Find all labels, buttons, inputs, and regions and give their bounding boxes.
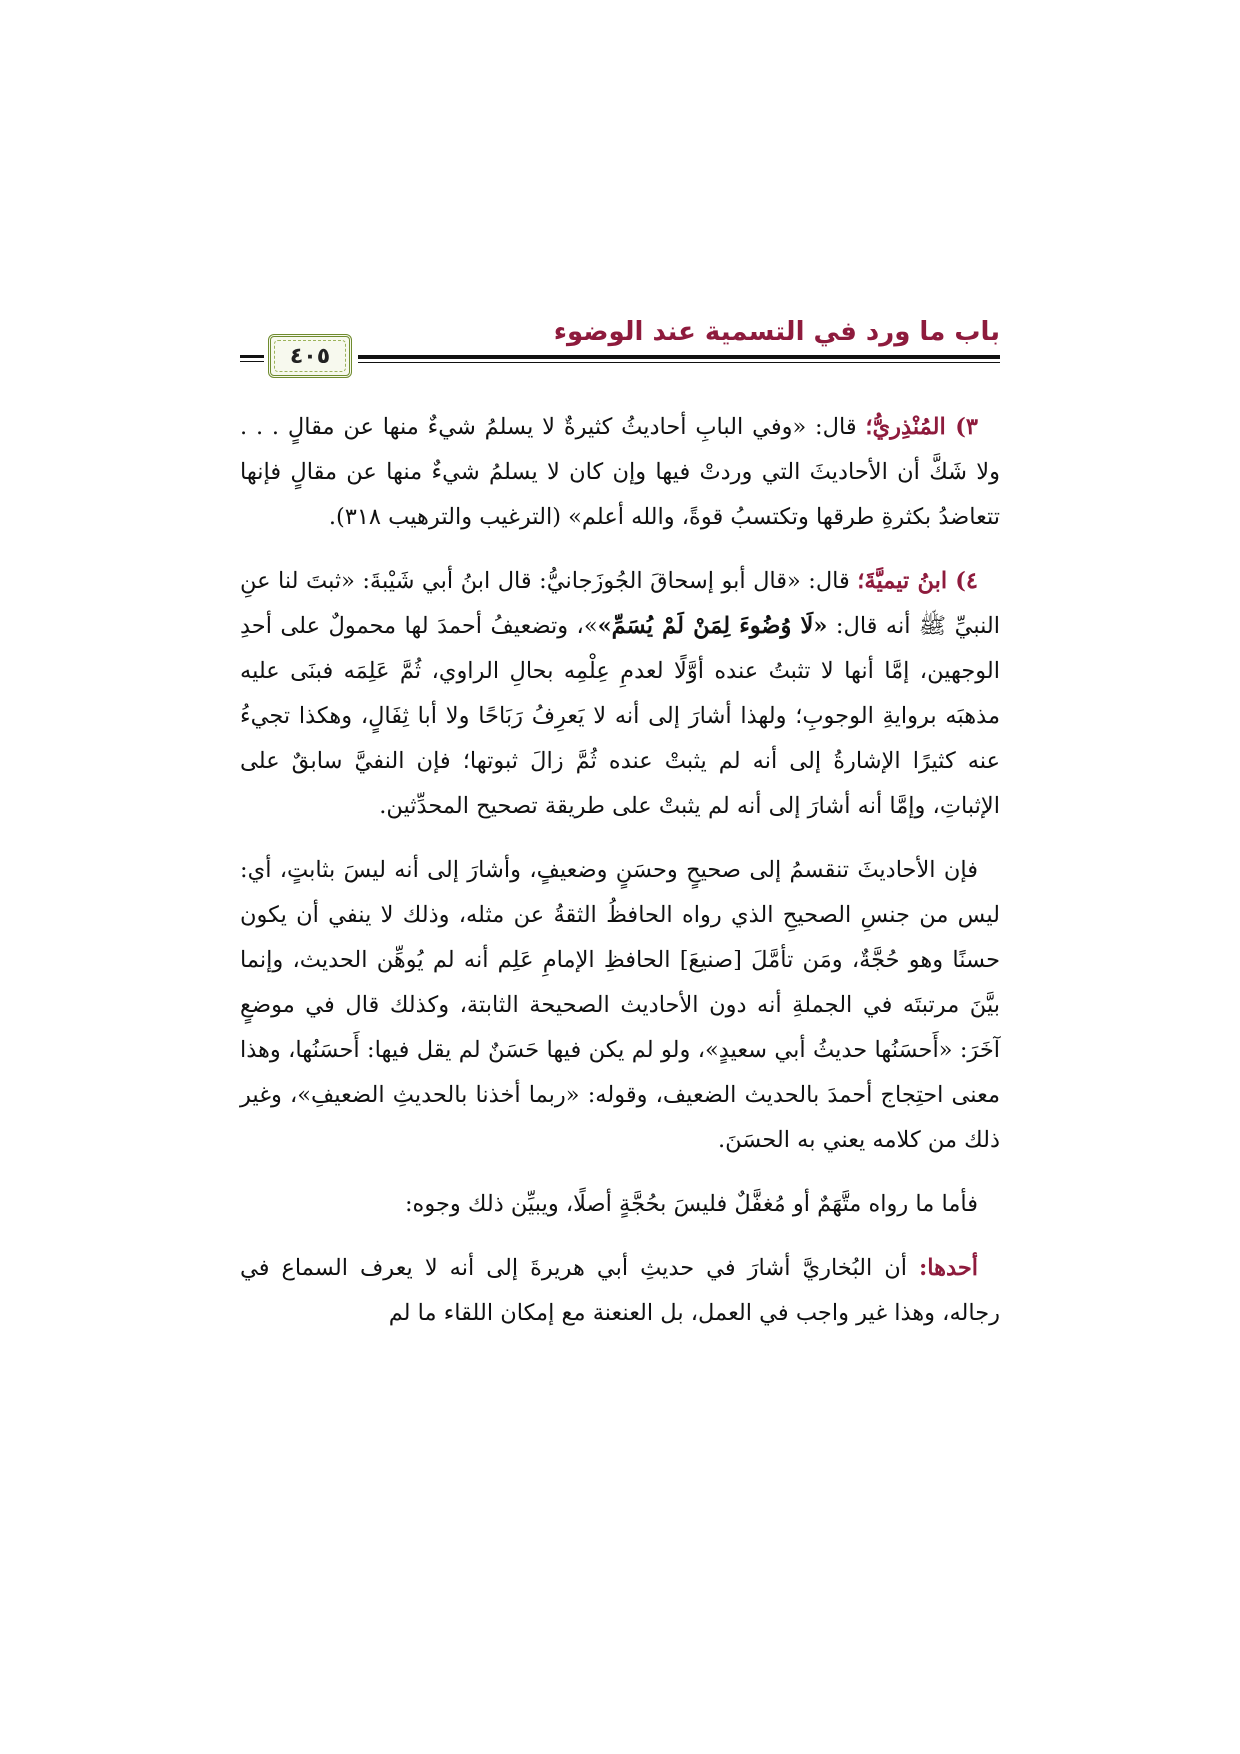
page-number: ٤٠٥	[289, 343, 331, 369]
paragraph-text: »، وتضعيفُ أحمدَ لها محمولٌ على أحدِ الوجهين، إمَّا أنها لا تثبتُ عنده أوَّلًا لعدمِ عِلْمِه بحالِ الراوي، ثُمَّ عَلِمَه فبنَى عليه مذهبَه بروايةِ الوجوبِ؛ ولهذا أشارَ إلى أنه لا يَعرِفُ رَبَاحًا ولا أبا ثِفَالٍ، وهكذا تجيءُ عنه كثيرًا الإشارةُ إلى أنه لم يثبتْ عنده ثُمَّ زالَ ثبوتها؛ فإن النفيَّ سابقٌ على الإثباتِ، وإمَّا أنه أشارَ إلى أنه لم يثبتْ على طريقة تصحيح المحدِّثين.	[240, 613, 1000, 819]
paragraph-ibn-taymiyya	[240, 559, 1000, 829]
paragraph-text: أن البُخاريَّ أشارَ في حديثِ أبي هريرةَ إلى أنه لا يعرف السماع في رجاله، وهذا غير واجب في العمل، بل العنعنة مع إمكان اللقاء ما لم	[240, 1255, 1000, 1326]
paragraph-mundhiri	[240, 405, 1000, 540]
paragraph-text: فأما ما رواه متَّهَمٌ أو مُغفَّلٌ فليسَ بحُجَّةٍ أصلًا، ويبيِّن ذلك وجوه:	[404, 1191, 978, 1217]
paragraph-text: فإن الأحاديثَ تنقسمُ إلى صحيحٍ وحسَنٍ وضعيفٍ، وأشارَ إلى أنه ليسَ بثابتٍ، أي: ليس من جنسِ الصحيحِ الذي رواه الحافظُ الثقةُ عن مثله، وذلك لا ينفي أن يكون حسنًا وهو حُجَّةٌ، ومَن تأمَّلَ [صنيعَ] الحافظِ الإمامِ عَلِم أنه لم يُوهِّن الحديث، وإنما بيَّنَ مرتبتَه في الجملةِ أنه دون الأحاديث الصحيحة الثابتة، وكذلك قال في موضعٍ آخَرَ: «أَحسَنُها حديثُ أبي سعيدٍ»، ولو لم يكن فيها حَسَنٌ لم يقل فيها: أَحسَنُها، وهذا معنى احتِجاج أحمدَ بالحديث الضعيف، وقوله: «ربما أخذنا بالحديثِ الضعيفِ»، وغير ذلك من كلامه يعني به الحسَنَ.	[240, 857, 1000, 1153]
page-header	[240, 315, 1000, 369]
header-rule-left-thin	[240, 361, 264, 362]
paragraph-accused-narrator	[240, 1182, 1000, 1227]
header-rule-left	[240, 355, 264, 358]
hadith-quote: «لَا وُضُوءَ لِمَنْ لَمْ يُسَمِّ»	[597, 613, 828, 639]
header-rule	[358, 355, 1000, 359]
paragraph-first-reason	[240, 1246, 1000, 1336]
header-rule-thin	[358, 362, 1000, 363]
scholar-label-ibn-taymiyya: ٤) ابنُ تيميَّةَ؛	[857, 568, 978, 594]
main-text	[240, 405, 1000, 1355]
scholar-label-mundhiri: ٣) المُنْذِريُّ؛	[865, 414, 978, 440]
paragraph-text: قال: «قال أبو إسحاقَ الجُوزَجانيُّ: قال ابنُ أبي شَيْبةَ: «ثبتَ لنا عنِ النبيِّ ﷺ أنه قال:	[240, 568, 1001, 639]
paragraph-text: قال: «وفي البابِ أحاديثُ كثيرةٌ لا يسلمُ شيءٌ منها عن مقالٍ . . . ولا شَكَّ أن الأحاديثَ التي وردتْ فيها وإن كان لا يسلمُ شيءٌ منها عن مقالٍ فإنها تتعاضدُ بكثرةِ طرقها وتكتسبُ قوةً، والله أعلم» (الترغيب والترهيب ٣١٨).	[240, 414, 1000, 530]
chapter-title: باب ما ورد في التسمية عند الوضوء	[553, 317, 1000, 347]
first-reason-label: أحدها:	[919, 1255, 978, 1281]
paragraph-hadith-grades	[240, 848, 1000, 1163]
page-number-badge	[268, 334, 352, 378]
